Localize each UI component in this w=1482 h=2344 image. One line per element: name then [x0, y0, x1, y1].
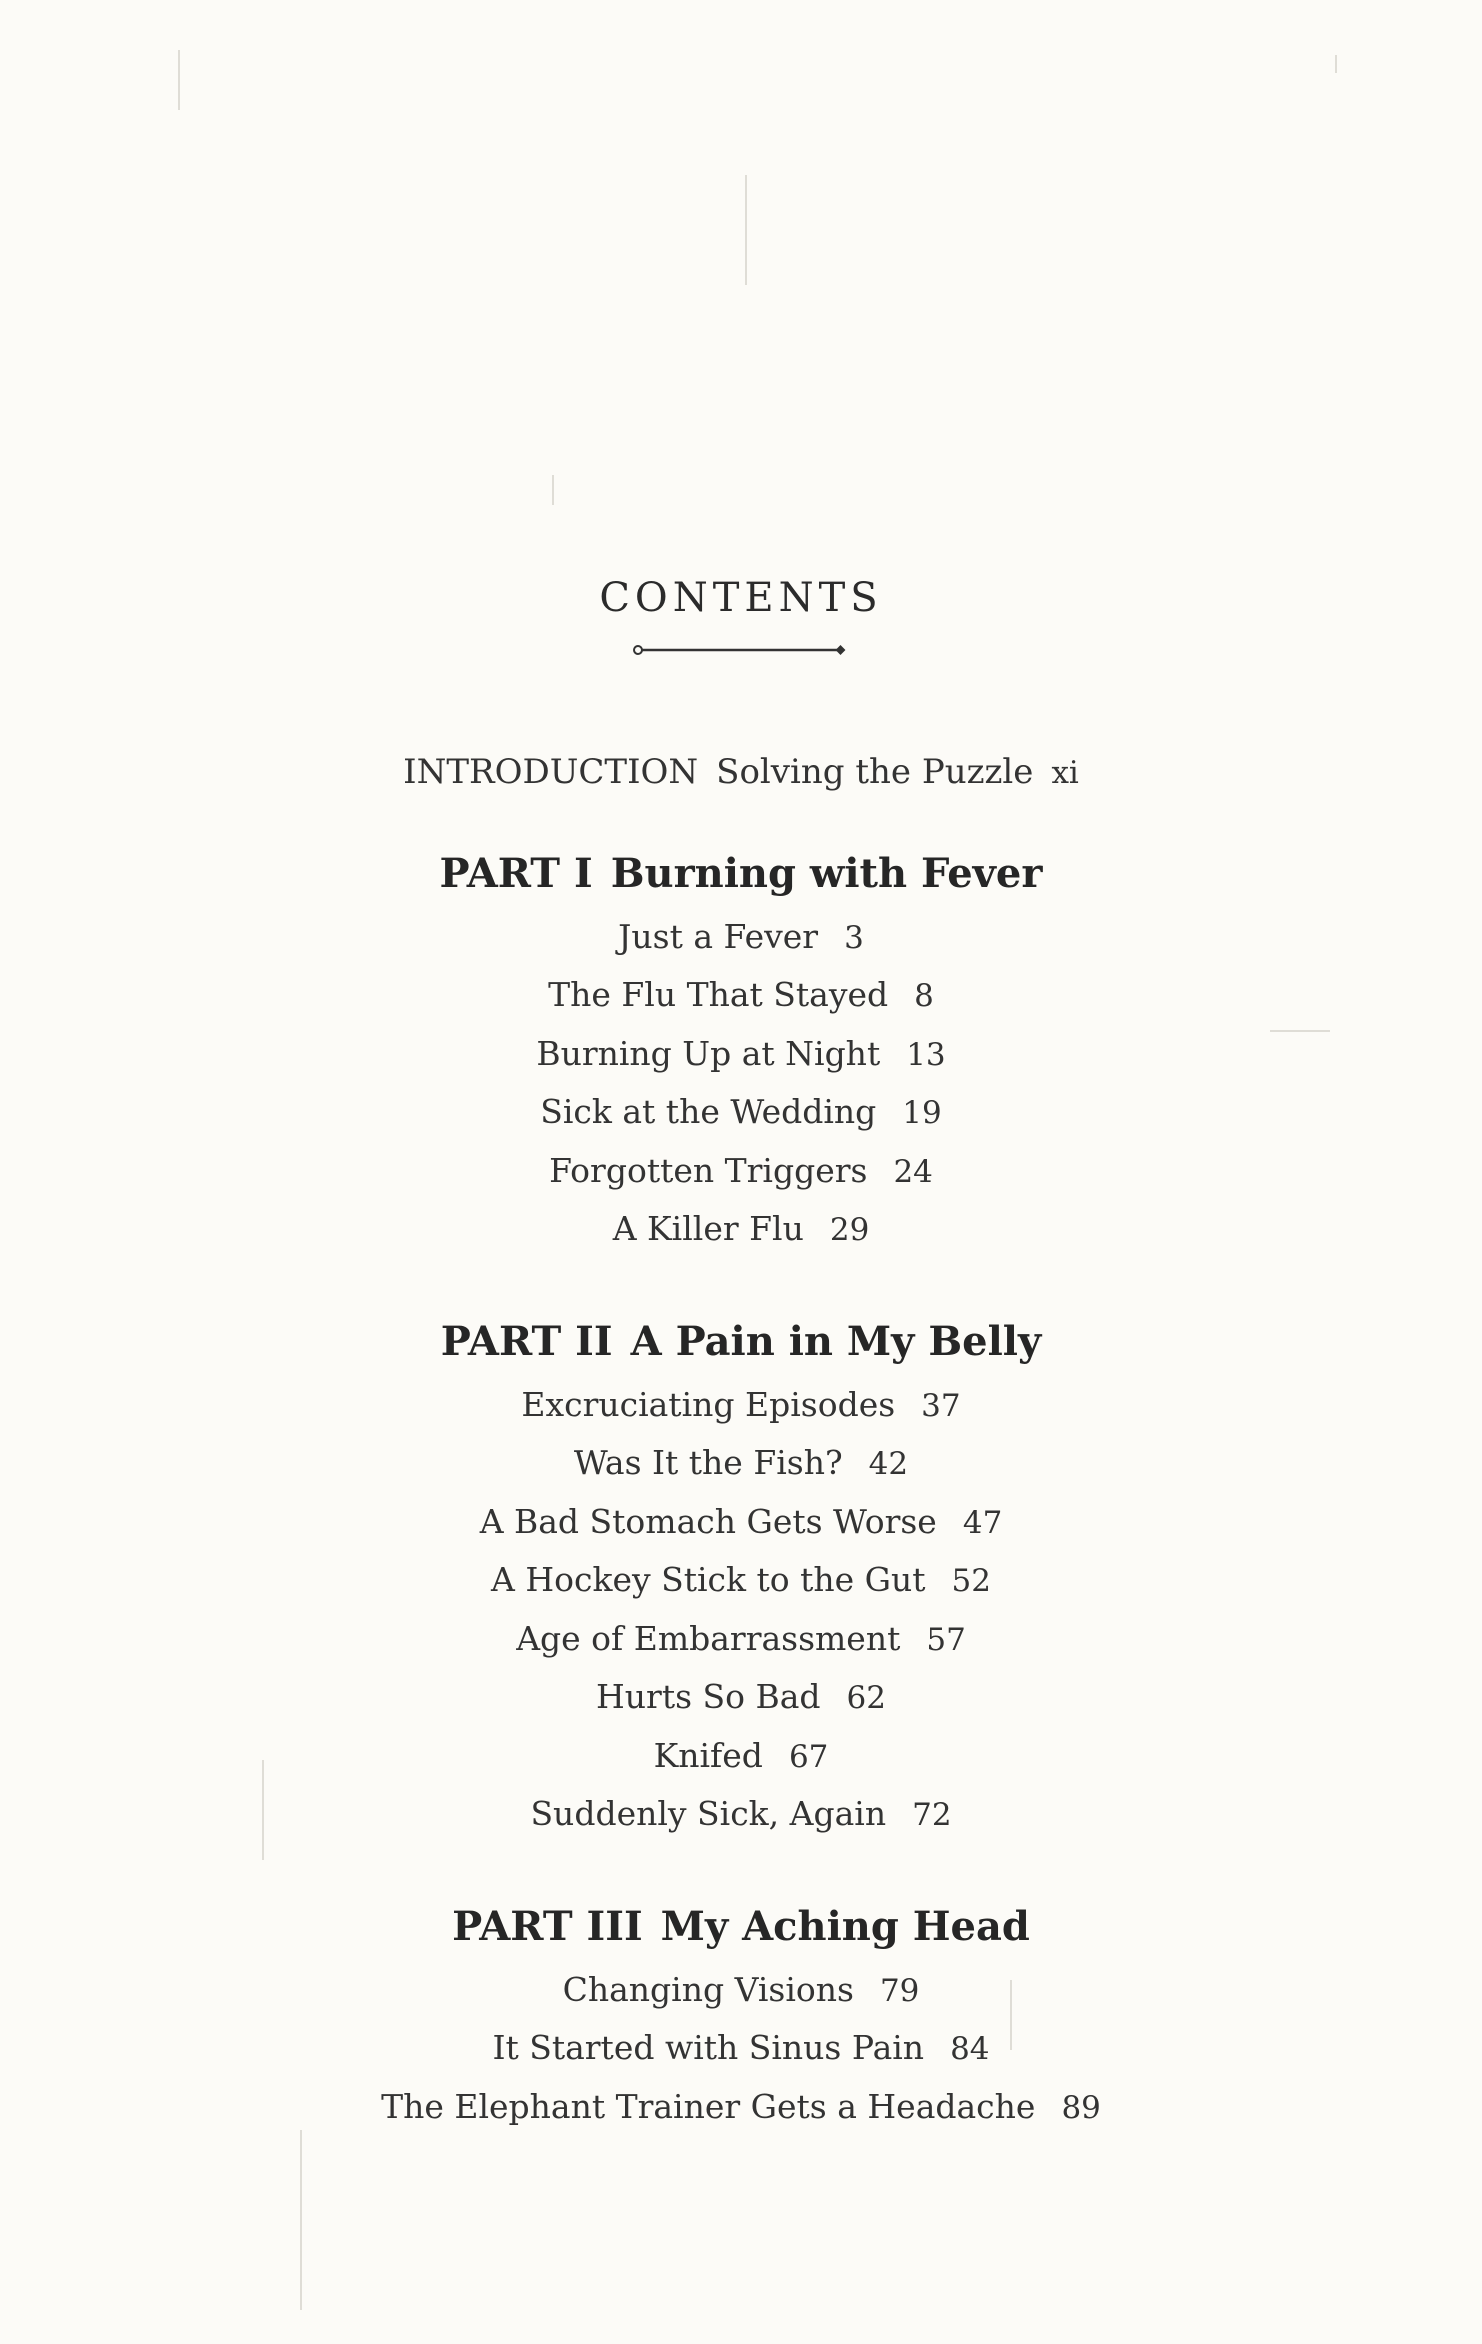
toc-entry — [0, 1502, 1482, 1541]
chapter-title: Burning Up at Night — [536, 1034, 881, 1073]
toc-entry — [0, 917, 1482, 956]
chapter-title: Suddenly Sick, Again — [530, 1794, 887, 1833]
toc-entry — [0, 1385, 1482, 1424]
scan-mark — [745, 175, 747, 285]
chapter-page: 72 — [912, 1797, 952, 1833]
chapter-page: 52 — [951, 1563, 991, 1599]
chapter-title: A Killer Flu — [612, 1209, 804, 1248]
toc-entry — [0, 2087, 1482, 2126]
part-heading — [0, 1903, 1482, 1950]
toc-entry — [0, 1677, 1482, 1716]
part-heading — [0, 850, 1482, 897]
chapter-title: The Elephant Trainer Gets a Headache — [381, 2087, 1036, 2126]
scan-mark — [178, 50, 180, 110]
chapter-page: 42 — [868, 1446, 909, 1482]
scan-mark — [1335, 55, 1337, 73]
scan-mark — [1270, 1030, 1330, 1032]
chapter-page: 89 — [1061, 2090, 1101, 2126]
part-label: PART II — [440, 1318, 613, 1365]
chapter-title: It Started with Sinus Pain — [492, 2028, 925, 2067]
chapter-title: Changing Visions — [562, 1970, 854, 2009]
toc-entry — [0, 1619, 1482, 1658]
chapter-page: 13 — [906, 1037, 946, 1073]
chapter-title: A Hockey Stick to the Gut — [491, 1560, 926, 1599]
chapter-page: 29 — [829, 1212, 870, 1248]
chapter-title: Was It the Fish? — [573, 1443, 843, 1482]
introduction-title: Solving the Puzzle — [716, 752, 1034, 792]
toc-entry — [0, 1092, 1482, 1131]
chapter-page: 62 — [846, 1680, 886, 1716]
toc-entry — [0, 1151, 1482, 1190]
introduction-page: xi — [1051, 755, 1079, 791]
toc-entry — [0, 1970, 1482, 2009]
chapter-page: 57 — [926, 1622, 966, 1658]
part-title: Burning with Fever — [610, 850, 1043, 897]
chapter-title: Just a Fever — [618, 917, 819, 956]
chapter-page: 3 — [844, 920, 864, 956]
chapter-page: 37 — [921, 1388, 961, 1424]
part-title: A Pain in My Belly — [630, 1318, 1042, 1365]
scan-mark — [300, 2130, 302, 2310]
chapter-page: 19 — [902, 1095, 942, 1131]
chapter-page: 79 — [879, 1973, 920, 2009]
part-label: PART I — [439, 850, 593, 897]
chapter-page: 24 — [893, 1154, 933, 1190]
divider-ornament-icon — [630, 640, 850, 660]
chapter-title: Sick at the Wedding — [540, 1092, 877, 1131]
chapter-title: Excruciating Episodes — [521, 1385, 896, 1424]
part-title: My Aching Head — [660, 1903, 1030, 1950]
chapter-title: The Flu That Stayed — [548, 975, 889, 1014]
part-label: PART III — [452, 1903, 643, 1950]
toc-entry — [0, 975, 1482, 1014]
chapter-page: 84 — [950, 2031, 990, 2067]
introduction-label: INTRODUCTION — [403, 752, 699, 792]
chapter-title: A Bad Stomach Gets Worse — [479, 1502, 937, 1541]
chapter-page: 8 — [914, 978, 934, 1014]
chapter-page: 67 — [788, 1739, 829, 1775]
chapter-title: Forgotten Triggers — [549, 1151, 868, 1190]
chapter-title: Age of Embarrassment — [516, 1619, 901, 1658]
toc-entry — [0, 1794, 1482, 1833]
toc-entry — [0, 1209, 1482, 1248]
chapter-title: Hurts So Bad — [596, 1677, 821, 1716]
toc-entry — [0, 1736, 1482, 1775]
toc-entry — [0, 1443, 1482, 1482]
part-heading — [0, 1318, 1482, 1365]
chapter-title: Knifed — [653, 1736, 763, 1775]
scan-mark — [552, 475, 554, 505]
contents-heading: CONTENTS — [599, 575, 883, 621]
toc-entry — [0, 1034, 1482, 1073]
toc-introduction — [0, 752, 1482, 792]
chapter-page: 47 — [962, 1505, 1003, 1541]
toc-entry — [0, 2028, 1482, 2067]
toc-entry — [0, 1560, 1482, 1599]
